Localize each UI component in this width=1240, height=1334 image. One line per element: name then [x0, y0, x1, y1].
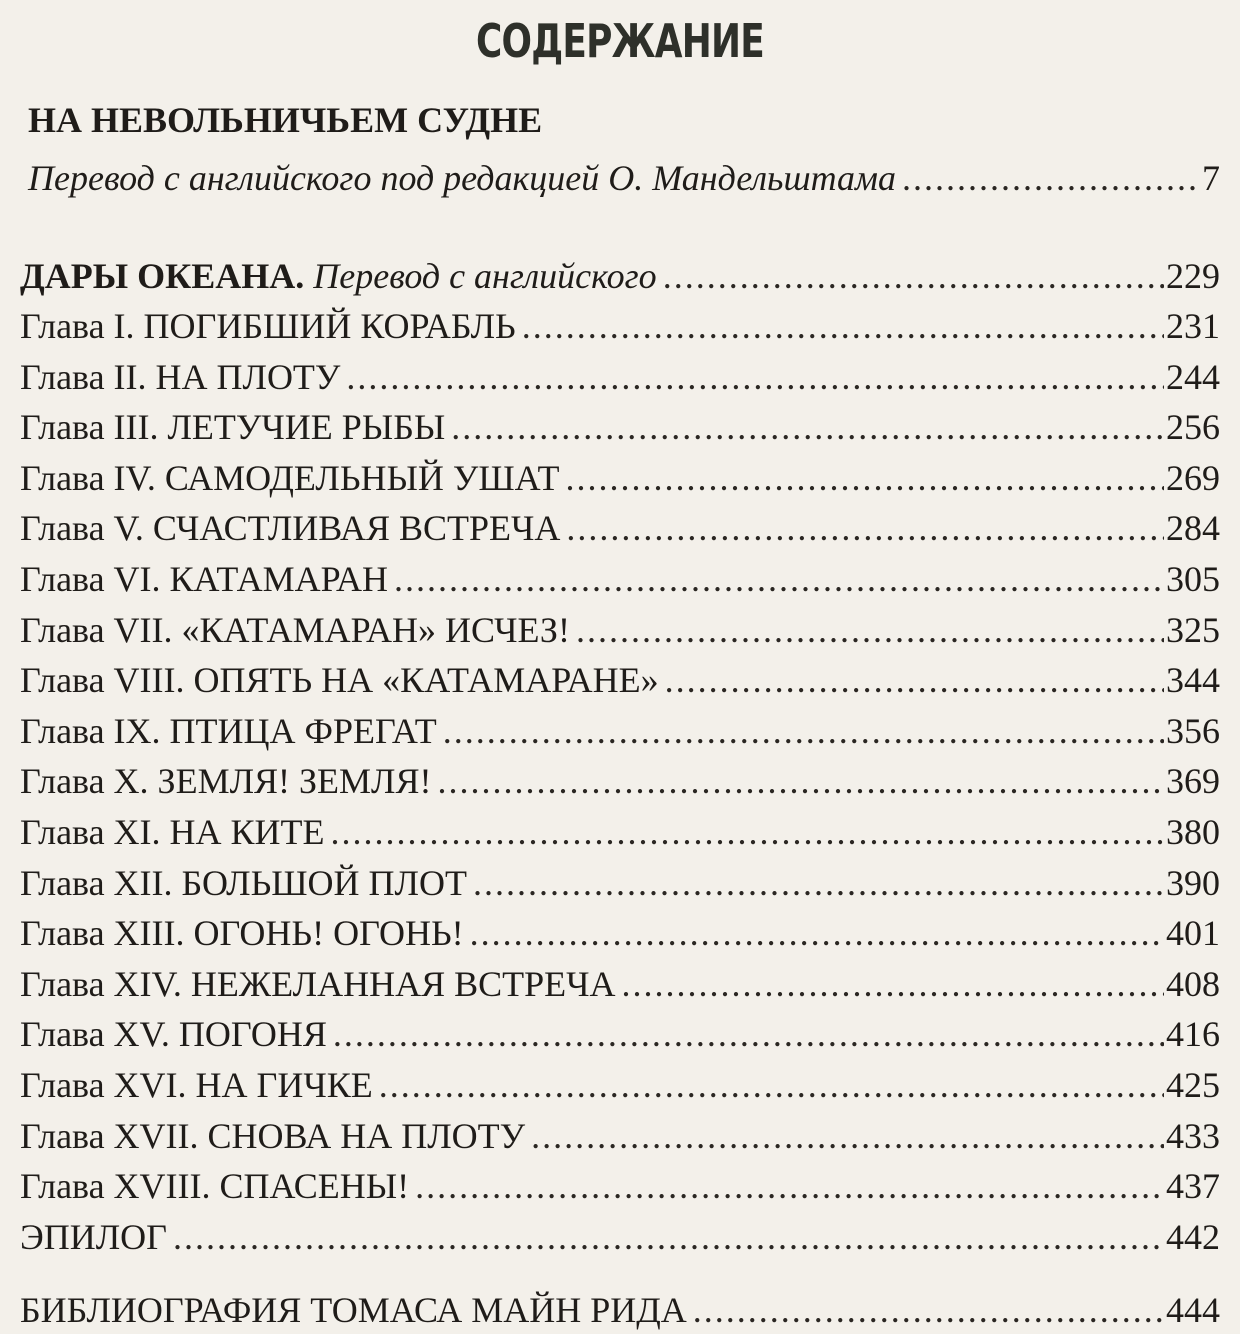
toc-entry-label: Глава XVI. НА ГИЧКЕ	[20, 1065, 373, 1105]
toc-page-number: 442	[1166, 1216, 1220, 1257]
leader-dots	[437, 761, 1164, 801]
toc-entry-label: Глава XVIII. СПАСЕНЫ!	[20, 1166, 410, 1207]
leader-dots	[566, 508, 1164, 548]
toc-page-number: 231	[1166, 306, 1220, 346]
leader-dots	[531, 1116, 1164, 1156]
leader-dots	[415, 1166, 1164, 1206]
toc-entry-label: ЭПИЛОГ	[20, 1216, 167, 1257]
toc-page-number: 229	[1166, 256, 1220, 296]
toc-entry-label: Глава II. НА ПЛОТУ	[20, 356, 341, 397]
section-heading-gifts-of-ocean: ДАРЫ ОКЕАНА.	[20, 256, 305, 296]
leader-dots	[902, 158, 1200, 198]
toc-chapter-entry	[20, 458, 1220, 498]
leader-dots	[693, 1290, 1164, 1330]
leader-dots	[346, 357, 1164, 397]
toc-chapter-entry	[20, 1166, 1220, 1206]
toc-page-number: 437	[1166, 1166, 1220, 1207]
leader-dots	[622, 964, 1165, 1004]
leader-dots	[665, 660, 1164, 700]
toc-page-number: 305	[1166, 559, 1220, 599]
leader-dots	[522, 306, 1164, 346]
leader-dots	[473, 863, 1164, 903]
leader-dots	[173, 1217, 1164, 1257]
toc-chapter-entry	[20, 508, 1220, 548]
toc-entry-bibliography	[20, 1290, 1220, 1330]
leader-dots	[451, 407, 1164, 447]
leader-dots	[333, 1014, 1164, 1054]
toc-entry-label: Глава I. ПОГИБШИЙ КОРАБЛЬ	[20, 306, 516, 346]
toc-page-number: 401	[1166, 913, 1220, 954]
toc-entry-label: Глава XI. НА КИТЕ	[20, 812, 325, 852]
toc-entry-label: Глава IV. САМОДЕЛЬНЫЙ УШАТ	[20, 457, 560, 498]
toc-page-number: 369	[1166, 761, 1220, 802]
toc-chapter-entry	[20, 711, 1220, 751]
toc-entry-subtitle: Перевод с английского под редакцией О. Мандельштама	[28, 158, 897, 198]
toc-entry-subtitle: Перевод с английского	[313, 256, 657, 296]
toc-page-number: 356	[1166, 710, 1220, 751]
toc-entry-label: Глава XVII. СНОВА НА ПЛОТУ	[20, 1115, 526, 1156]
toc-chapter-entry	[20, 407, 1220, 447]
leader-dots	[394, 559, 1164, 599]
toc-entry-label: Глава IX. ПТИЦА ФРЕГАТ	[20, 710, 437, 751]
toc-entry-label: Глава XIV. НЕЖЕЛАННАЯ ВСТРЕЧА	[20, 963, 616, 1004]
toc-chapter-entry	[20, 1116, 1220, 1156]
toc-chapter-entry	[20, 357, 1220, 397]
leader-dots	[470, 913, 1164, 953]
toc-chapter-entry	[20, 1217, 1220, 1257]
toc-page-number: 256	[1166, 407, 1220, 448]
toc-chapter-entry	[20, 863, 1220, 903]
toc-chapter-entry	[20, 559, 1220, 599]
leader-dots	[331, 812, 1164, 852]
toc-page-number: 7	[1202, 158, 1220, 198]
toc-page-number: 244	[1166, 356, 1220, 397]
toc-entry-label: БИБЛИОГРАФИЯ ТОМАСА МАЙН РИДА	[20, 1290, 687, 1330]
toc-entry-label: Глава V. СЧАСТЛИВАЯ ВСТРЕЧА	[20, 508, 561, 549]
toc-entry-slave-ship	[28, 158, 1220, 198]
toc-entry-label: Глава XII. БОЛЬШОЙ ПЛОТ	[20, 862, 467, 903]
toc-chapter-entry	[20, 306, 1220, 346]
toc-chapter-entry	[20, 913, 1220, 953]
toc-page-number: 390	[1166, 862, 1220, 903]
toc-entry-gifts-of-ocean	[20, 256, 1220, 296]
leader-dots	[576, 610, 1164, 650]
leader-dots	[443, 711, 1164, 751]
toc-page-number: 344	[1166, 660, 1220, 701]
toc-page-number: 433	[1166, 1115, 1220, 1156]
toc-chapter-entry	[20, 610, 1220, 650]
toc-chapter-entry	[20, 761, 1220, 801]
toc-chapter-entry	[20, 812, 1220, 852]
leader-dots	[379, 1065, 1164, 1105]
toc-entry-label: Глава XV. ПОГОНЯ	[20, 1014, 327, 1055]
toc-page-number: 416	[1166, 1014, 1220, 1055]
leader-dots	[663, 256, 1164, 296]
toc-chapter-entry	[20, 1065, 1220, 1105]
section-heading-slave-ship: НА НЕВОЛЬНИЧЬЕМ СУДНЕ	[28, 100, 543, 140]
toc-entry-label: Глава VII. «КАТАМАРАН» ИСЧЕЗ!	[20, 609, 570, 650]
toc-chapter-entry	[20, 964, 1220, 1004]
toc-page-number: 284	[1166, 508, 1220, 549]
leader-dots	[566, 458, 1164, 498]
toc-entry-label: Глава X. ЗЕМЛЯ! ЗЕМЛЯ!	[20, 761, 432, 802]
page-title: СОДЕРЖАНИЕ	[475, 14, 765, 68]
toc-page-number: 444	[1166, 1290, 1220, 1330]
toc-page-number: 408	[1166, 963, 1220, 1004]
toc-page-number: 269	[1166, 457, 1220, 498]
toc-page-number: 380	[1166, 812, 1220, 852]
toc-chapter-entry	[20, 1014, 1220, 1054]
toc-entry-label: Глава XIII. ОГОНЬ! ОГОНЬ!	[20, 913, 464, 954]
toc-entry-label: Глава VI. КАТАМАРАН	[20, 559, 388, 599]
toc-page-number: 325	[1166, 609, 1220, 650]
toc-page-number: 425	[1166, 1065, 1220, 1105]
toc-entry-label: Глава VIII. ОПЯТЬ НА «КАТАМАРАНЕ»	[20, 660, 659, 701]
toc-entry-label: Глава III. ЛЕТУЧИЕ РЫБЫ	[20, 407, 446, 448]
toc-chapter-entry	[20, 660, 1220, 700]
